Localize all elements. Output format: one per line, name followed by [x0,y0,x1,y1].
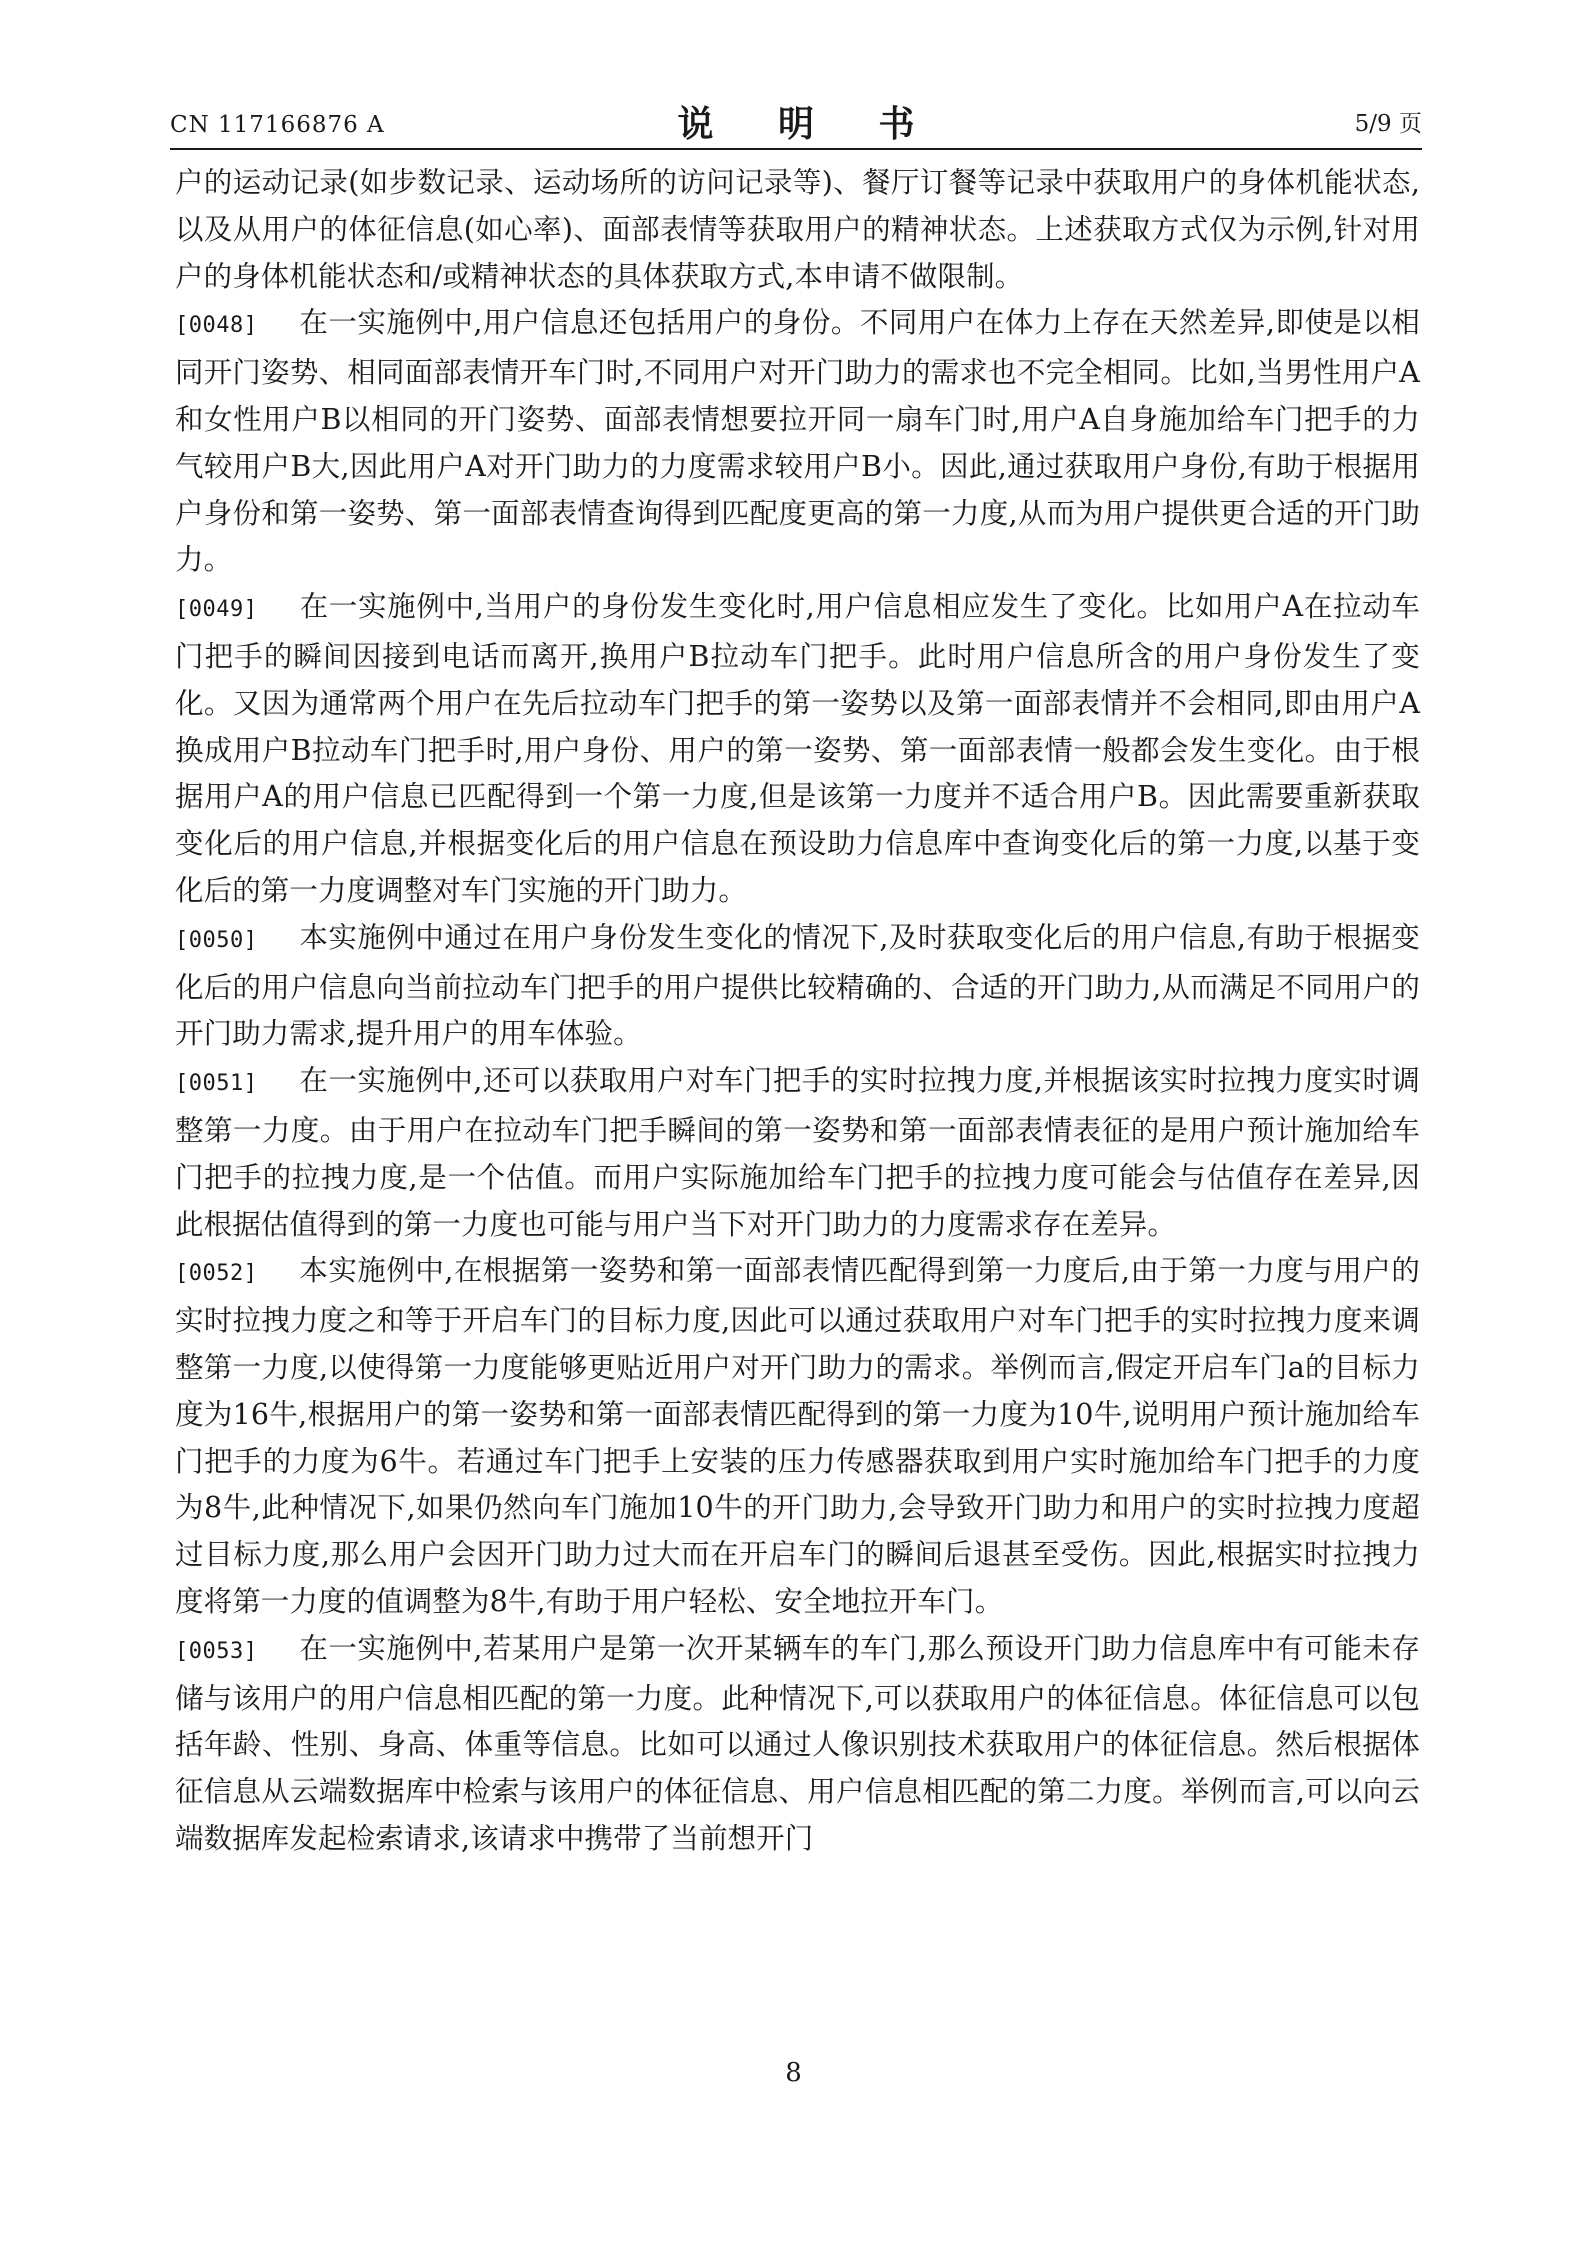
paragraph-text: 户的运动记录(如步数记录、运动场所的访问记录等)、餐厅订餐等记录中获取用户的身体机能状态,以及从用户的体征信息(如心率)、面部表情等获取用户的精神状态。上述获取方式仅为示例,针对用户的身体机能状态和/或精神状态的具体获取方式,本申请不做限制。 [175,166,1420,293]
paragraph-number: [0049] [175,597,258,623]
paragraph-text: 本实施例中,在根据第一姿势和第一面部表情匹配得到第一力度后,由于第一力度与用户的实时拉拽力度之和等于开启车门的目标力度,因此可以通过获取用户对车门把手的实时拉拽力度来调整第一力度,以使得第一力度能够更贴近用户对开门助力的需求。举例而言,假定开启车门a的目标力度为16牛,根据用户的第一姿势和第一面部表情匹配得到的第一力度为10牛,说明用户预计施加给车门把手的力度为6牛。若通过车门把手上安装的压力传感器获取到用户实时施加给车门把手的力度为8牛,此种情况下,如果仍然向车门施加10牛的开门助力,会导致开门助力和用户的实时拉拽力度超过目标力度,那么用户会因开门助力过大而在开启车门的瞬间后退甚至受伤。因此,根据实时拉拽力度将第一力度的值调整为8牛,有助于用户轻松、安全地拉开车门。 [175,1254,1420,1618]
paragraph-text: 在一实施例中,用户信息还包括用户的身份。不同用户在体力上存在天然差异,即使是以相同开门姿势、相同面部表情开车门时,不同用户对开门助力的需求也不完全相同。比如,当男性用户A和女性用户B以相同的开门姿势、面部表情想要拉开同一扇车门时,用户A自身施加给车门把手的力气较用户B大,因此用户A对开门助力的力度需求较用户B小。因此,通过获取用户身份,有助于根据用户身份和第一姿势、第一面部表情查询得到匹配度更高的第一力度,从而为用户提供更合适的开门助力。 [175,306,1420,577]
paragraph-0049 [175,584,1420,915]
paragraph-text: 在一实施例中,当用户的身份发生变化时,用户信息相应发生了变化。比如用户A在拉动车门把手的瞬间因接到电话而离开,换用户B拉动车门把手。此时用户信息所含的用户身份发生了变化。又因为通常两个用户在先后拉动车门把手的第一姿势以及第一面部表情并不会相同,即由用户A换成用户B拉动车门把手时,用户身份、用户的第一姿势、第一面部表情一般都会发生变化。由于根据用户A的用户信息已匹配得到一个第一力度,但是该第一力度并不适合用户B。因此需要重新获取变化后的用户信息,并根据变化后的用户信息在预设助力信息库中查询变化后的第一力度,以基于变化后的第一力度调整对车门实施的开门助力。 [175,590,1420,907]
paragraph-0048 [175,300,1420,584]
paragraph-number: [0051] [175,1071,258,1097]
page-number: 8 [785,2058,802,2088]
paragraph-number: [0052] [175,1261,258,1287]
document-title: 说 明 书 [677,103,941,145]
paragraph-0050 [175,915,1420,1058]
paragraph-text: 在一实施例中,若某用户是第一次开某辆车的车门,那么预设开门助力信息库中有可能未存储与该用户的用户信息相匹配的第一力度。此种情况下,可以获取用户的体征信息。体征信息可以包括年龄、性别、身高、体重等信息。比如可以通过人像识别技术获取用户的体征信息。然后根据体征信息从云端数据库中检索与该用户的体征信息、用户信息相匹配的第二力度。举例而言,可以向云端数据库发起检索请求,该请求中携带了当前想开门 [175,1631,1420,1855]
publication-number: CN 117166876 A [170,112,385,138]
paragraph-0053 [175,1626,1420,1863]
paragraph-0051 [175,1058,1420,1248]
paragraph-0052 [175,1248,1420,1625]
paragraph-number: [0050] [175,927,258,953]
description-body [175,160,1420,1863]
paragraph-text: 本实施例中通过在用户身份发生变化的情况下,及时获取变化后的用户信息,有助于根据变化后的用户信息向当前拉动车门把手的用户提供比较精确的、合适的开门助力,从而满足不同用户的开门助力需求,提升用户的用车体验。 [175,920,1420,1051]
page-count: 5/9 页 [1354,111,1422,137]
paragraph-number: [0048] [175,313,258,339]
page-header [170,96,1422,144]
paragraph-text: 在一实施例中,还可以获取用户对车门把手的实时拉拽力度,并根据该实时拉拽力度实时调整第一力度。由于用户在拉动车门把手瞬间的第一姿势和第一面部表情表征的是用户预计施加给车门把手的拉拽力度,是一个估值。而用户实际施加给车门把手的拉拽力度可能会与估值存在差异,因此根据估值得到的第一力度也可能与用户当下对开门助力的力度需求存在差异。 [175,1064,1420,1241]
paragraph-number: [0053] [175,1638,258,1664]
header-rule [170,148,1422,150]
paragraph-continued [175,160,1420,300]
